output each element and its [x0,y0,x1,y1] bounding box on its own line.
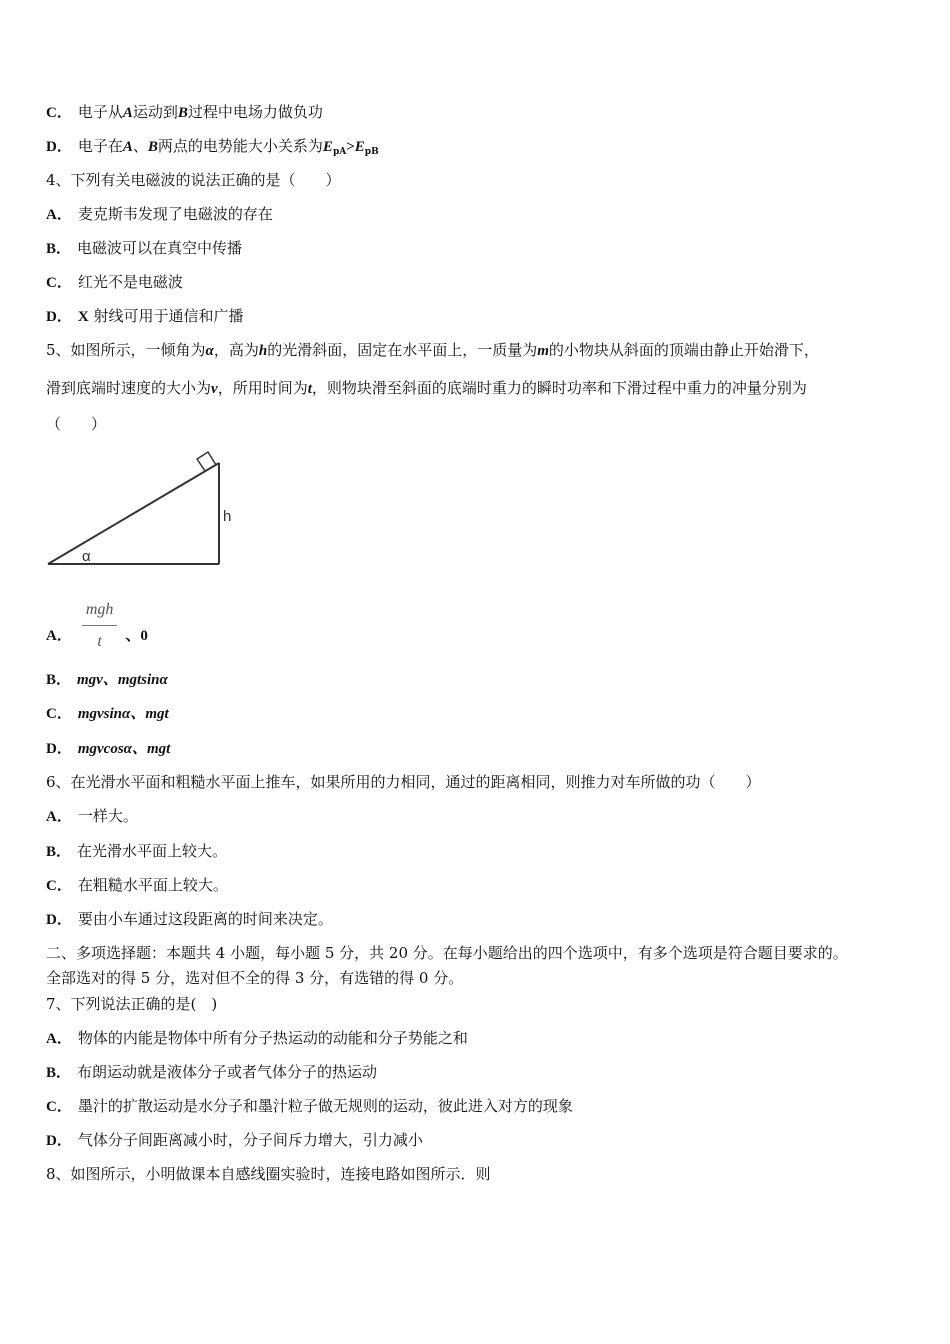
sliding-block [197,452,216,471]
option-q6-b: B． 在光滑水平面上较大。 [46,842,228,860]
incline-slope [48,463,219,564]
question-5-line-2: 滑到底端时速度的大小为v，所用时间为t，则物块滑至斜面的底端时重力的瞬时功率和下滑过程中重力的冲量分别为 [46,379,807,397]
option-q7-a: A． 物体的内能是物体中所有分子热运动的动能和分子势能之和 [46,1029,468,1047]
angle-label: α [82,548,91,565]
option-q4-a: A． 麦克斯韦发现了电磁波的存在 [46,205,273,223]
question-4: 4、下列有关电磁波的说法正确的是（ ） [46,171,341,189]
section-2-heading: 二、多项选择题：本题共 4 小题，每小题 5 分，共 20 分。在每小题给出的四个选项中，有多个选项是符合题目要求的。 [46,944,848,962]
question-6: 6、在光滑水平面和粗糙水平面上推车，如果所用的力相同，通过的距离相同，则推力对车所做的功（ ） [46,773,761,791]
option-q5-c: C． mgvsinα、mgt [46,706,169,722]
option-q5-a: A． $\frac{\text{mgh}}{t}$ 、0 [46,608,148,664]
question-8: 8、如图所示，小明做课本自感线圈实验时，连接电路如图所示．则 [46,1165,491,1183]
fraction-mgh-over-t: $\frac{\text{mgh}}{t}$ [82,598,118,654]
option-q6-a: A． 一样大。 [46,807,138,825]
height-label: h [223,508,232,525]
question-7: 7、下列说法正确的是( ) [46,995,218,1013]
option-q4-c: C． 红光不是电磁波 [46,273,183,291]
option-q7-d: D． 气体分子间距离减小时，分子间斥力增大，引力减小 [46,1131,423,1149]
option-q7-c: C． 墨汁的扩散运动是水分子和墨汁粒子做无规则的运动，彼此进入对方的现象 [46,1097,573,1115]
question-5-line-1: 5、如图所示，一倾角为α，高为h的光滑斜面，固定在水平面上，一质量为m的小物块从斜面的顶端由静止开始滑下， [46,341,819,359]
incline-figure [44,446,244,572]
option-q3-c: C． 电子从A运动到B过程中电场力做负功 [46,103,323,121]
option-q6-d: D． 要由小车通过这段距离的时间来决定。 [46,910,333,928]
option-q4-d: D． X 射线可用于通信和广播 [46,307,244,325]
option-q5-d: D． mgvcosα、mgt [46,741,171,757]
option-q4-b: B． 电磁波可以在真空中传播 [46,239,243,257]
question-5-line-3: （ ） [46,415,107,433]
option-q3-d: D． 电子在A、B两点的电势能大小关系为$E_{pA}>E_{pB}$ [46,137,379,157]
section-2-scoring: 全部选对的得 5 分，选对但不全的得 3 分，有选错的得 0 分。 [46,969,464,987]
option-q5-b: B． mgv、mgtsinα [46,672,168,688]
option-q7-b: B． 布朗运动就是液体分子或者气体分子的热运动 [46,1063,378,1081]
option-q6-c: C． 在粗糙水平面上较大。 [46,876,228,894]
